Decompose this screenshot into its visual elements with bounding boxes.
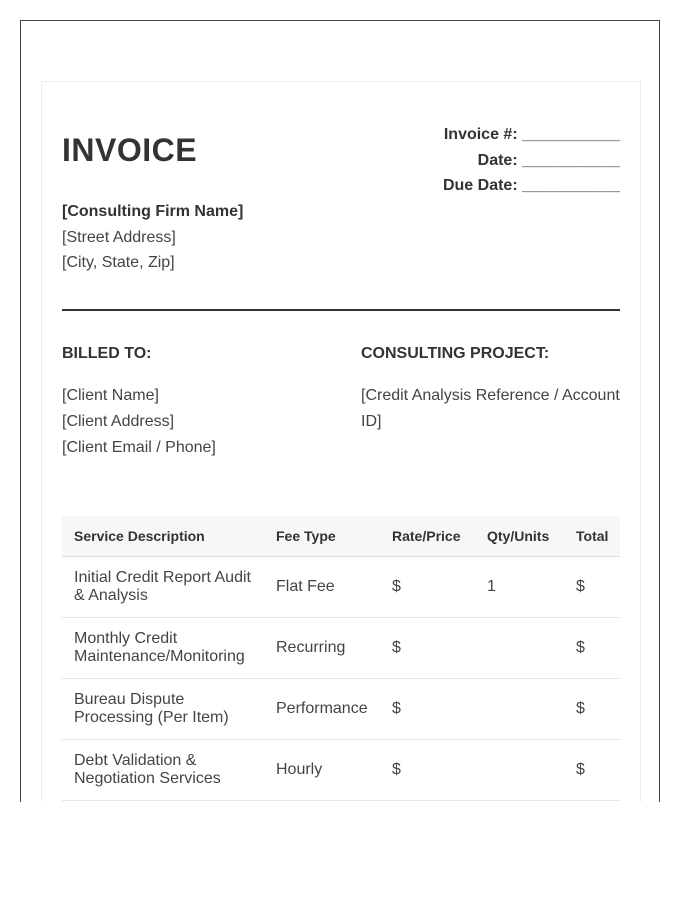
table-row (62, 679, 620, 740)
fee-type-cell: Hourly (264, 740, 380, 801)
invoice-title: INVOICE (62, 132, 198, 168)
invoice-number-row (443, 122, 620, 148)
invoice-date-row (443, 148, 620, 174)
rate-price-cell: $ (380, 618, 475, 679)
invoice-meta (443, 122, 620, 199)
rate-price-cell: $ (380, 740, 475, 801)
consulting-project-heading: CONSULTING PROJECT: (361, 345, 550, 362)
invoice-due-date-blank: ___________ (522, 177, 620, 194)
project-reference: [Credit Analysis Reference / Account ID] (361, 387, 620, 430)
qty-units-cell: 1 (475, 557, 564, 618)
billed-to-section (62, 344, 342, 461)
service-description-cell: Debt Validation & Negotiation Services (62, 740, 264, 801)
column-header-total: Total (564, 516, 620, 557)
column-header-rate-price: Rate/Price (380, 516, 475, 557)
total-cell: $ (564, 557, 620, 618)
service-description-cell: Initial Credit Report Audit & Analysis (62, 557, 264, 618)
header-divider (62, 309, 620, 311)
total-cell: $ (564, 679, 620, 740)
firm-block (62, 199, 243, 276)
invoice-due-date-label: Due Date: (442, 177, 518, 194)
qty-units-cell (475, 740, 564, 801)
fee-type-cell: Flat Fee (264, 557, 380, 618)
client-contact: [Client Email / Phone] (62, 439, 216, 456)
table-row (62, 618, 620, 679)
total-cell: $ (564, 618, 620, 679)
qty-units-cell (475, 679, 564, 740)
firm-name: [Consulting Firm Name] (62, 203, 244, 220)
table-header-row (62, 516, 620, 557)
firm-street: [Street Address] (62, 228, 176, 246)
table-row (62, 740, 620, 801)
services-table (62, 516, 620, 801)
column-header-service-description: Service Description (62, 516, 264, 557)
invoice-number-blank: ___________ (522, 126, 620, 143)
fee-type-cell: Performance (264, 679, 380, 740)
column-header-fee-type: Fee Type (264, 516, 380, 557)
total-cell: $ (564, 740, 620, 801)
invoice-sheet (41, 81, 641, 802)
firm-city: [City, State, Zip] (62, 254, 175, 271)
qty-units-cell (475, 618, 564, 679)
billed-to-heading: BILLED TO: (62, 345, 152, 362)
fee-type-cell: Recurring (264, 618, 380, 679)
invoice-date-label: Date: (477, 151, 518, 169)
consulting-project-section (361, 344, 623, 435)
table-row (62, 557, 620, 618)
service-description-cell: Monthly Credit Maintenance/Monitoring (62, 618, 264, 679)
column-header-qty-units: Qty/Units (475, 516, 564, 557)
invoice-date-blank: ___________ (522, 151, 620, 169)
client-address: [Client Address] (62, 413, 175, 430)
rate-price-cell: $ (380, 557, 475, 618)
service-description-cell: Bureau Dispute Processing (Per Item) (62, 679, 264, 740)
invoice-due-date-row (443, 173, 620, 199)
client-name: [Client Name] (62, 387, 159, 404)
document-frame (20, 20, 660, 802)
invoice-number-label: Invoice #: (443, 126, 518, 143)
rate-price-cell: $ (380, 679, 475, 740)
